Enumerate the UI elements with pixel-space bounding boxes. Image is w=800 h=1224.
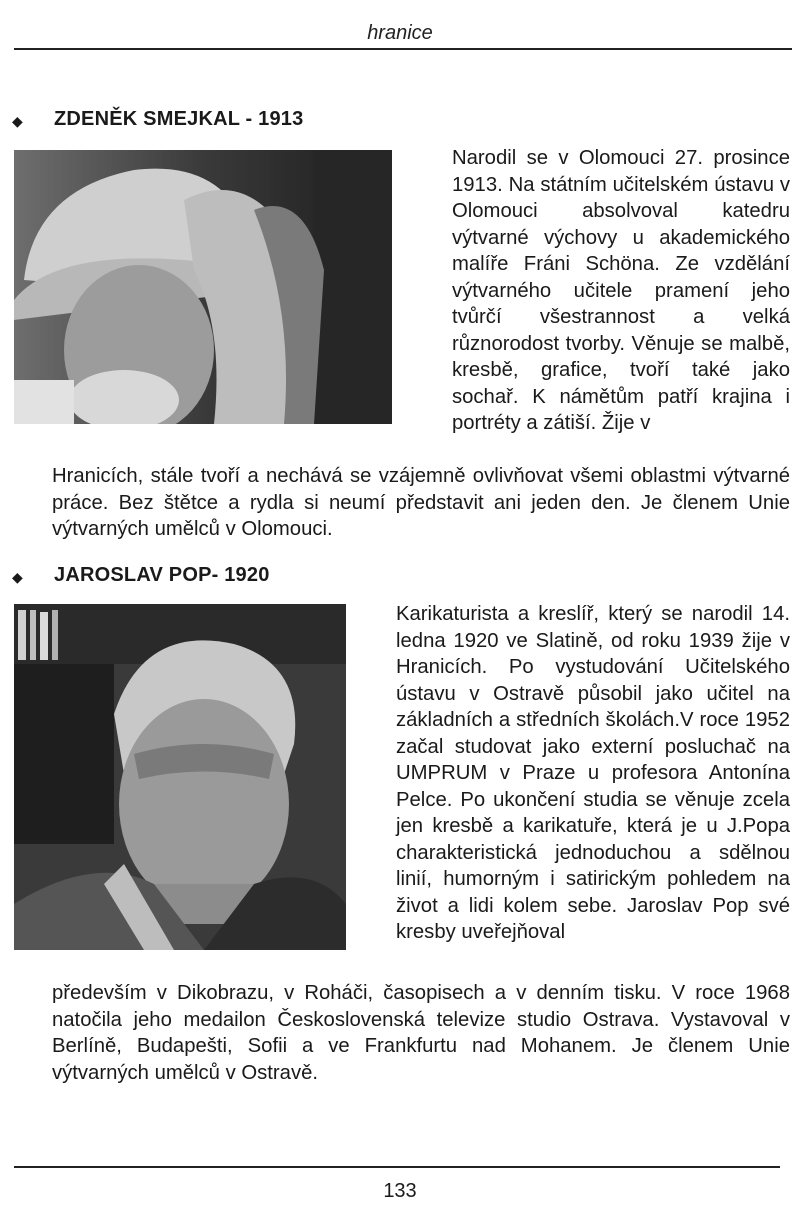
portrait-photo-smejkal: [14, 150, 392, 424]
section-text-wrap-pop: Karikaturista a kreslíř, který se narodil 14. ledna 1920 ve Slatině, od roku 1939 žije v Hranicích. Po vystudování Učitelského ústavu v Ostravě působil jako učitel na základních a středních školách.V roce 1952 začal studovat jako externí posluchač na UMPRUM v Praze u profesora Antonína Pelce. Po ukončení studia se věnuje zcela jen kresbě a karikatuře, která je u J.Popa charakteristická jednoduchou a sdělnou linií, humorným i satirickým pohledem na život a lidi kolem sebe. Jaroslav Pop své kresby uveřejňoval: [396, 603, 790, 943]
bullet-icon: ◆: [12, 569, 23, 585]
footer-rule: [14, 1166, 780, 1168]
running-head: hranice: [367, 22, 433, 44]
section-heading-pop: JAROSLAV POP- 1920: [54, 564, 270, 586]
section-text-full-pop: především v Dikobrazu, v Roháči, časopisech a v denním tisku. V roce 1968 natočila jeho medailon Československá televize studio Ostrava. Vystavoval v Berlíně, Budapešti, Sofii a ve Frankfurtu nad Mohanem. Je členem Unie výtvarných umělců v Ostravě.: [52, 982, 790, 1084]
section-text-full-smejkal: Hranicích, stále tvoří a nechává se vzájemně ovlivňovat všemi oblastmi výtvarné práce. Bez štětce a rydla si neumí představit ani jeden den. Je členem Unie výtvarných umělců v Olomouci.: [52, 465, 790, 540]
section-heading-smejkal: ZDENĚK SMEJKAL - 1913: [54, 108, 304, 130]
portrait-photo-pop: [14, 604, 346, 950]
page-number: 133: [383, 1180, 417, 1202]
portrait-photo-icon: [14, 150, 392, 424]
section-text-wrap-smejkal: Narodil se v Olomouci 27. prosince 1913. Na státním učitelském ústavu v Olomouci absolvoval katedru výtvarné výchovy u akademického malíře Fráni Schöna. Ze vzdělání výtvarného učitele pramení jeho tvůrčí všestrannost a velká různorodost tvorby. Věnuje se malbě, kresbě, grafice, tvoří také jako sochař. K námětům patří krajina i portréty a zátiší. Žije v: [452, 147, 790, 434]
portrait-photo-icon: [14, 604, 346, 950]
header-rule: [14, 48, 792, 50]
bullet-icon: ◆: [12, 113, 23, 129]
